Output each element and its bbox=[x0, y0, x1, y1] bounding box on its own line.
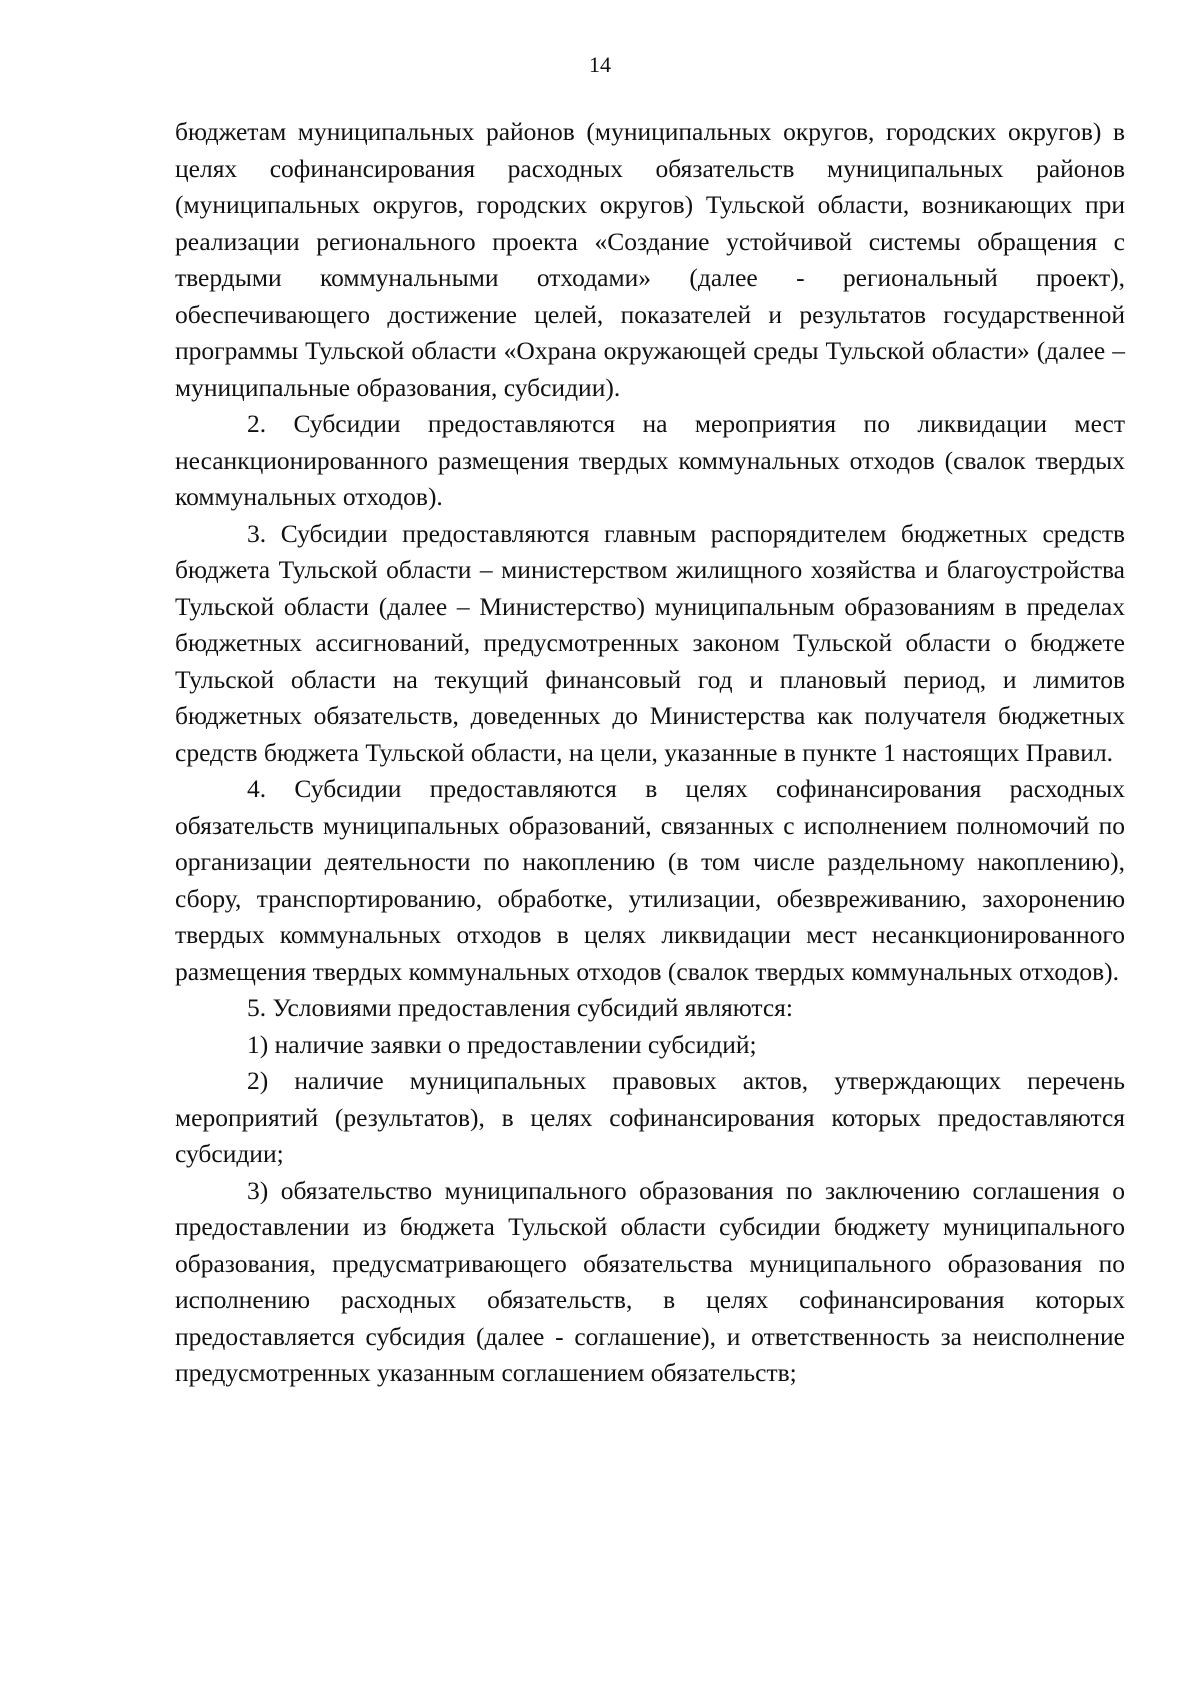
paragraph-item-2: 2. Субсидии предоставляются на мероприятия по ликвидации мест несанкционированного размещения твердых коммунальных отходов (свалок твердых коммунальных отходов). bbox=[175, 409, 1125, 511]
condition-item-1: 1) наличие заявки о предоставлении субсидий; bbox=[247, 1029, 757, 1059]
document-body bbox=[175, 114, 1125, 1392]
paragraph-item-3: 3. Субсидии предоставляются главным распорядителем бюджетных средств бюджета Тульской области – министерством жилищного хозяйства и благоустройства Тульской области (далее – Министерство) муниципальным образованиям в пределах бюджетных ассигнований, предусмотренных законом Тульской области о бюджете Тульской области на текущий финансовый год и плановый период, и лимитов бюджетных обязательств, доведенных до Министерства как получателя бюджетных средств бюджета Тульской области, на цели, указанные в пункте 1 настоящих Правил. bbox=[175, 518, 1125, 767]
page-number: 14 bbox=[589, 52, 611, 77]
condition-item-2: 2) наличие муниципальных правовых актов, утверждающих перечень мероприятий (результатов), в целях софинансирования которых предоставляются субсидии; bbox=[175, 1066, 1125, 1168]
paragraph-item-5: 5. Условиями предоставления субсидий являются: bbox=[247, 993, 793, 1022]
paragraph-item-4: 4. Субсидии предоставляются в целях софинансирования расходных обязательств муниципальных образований, связанных с исполнением полномочий по организации деятельности по накоплению (в том числе раздельному накоплению), сбору, транспортированию, обработке, утилизации, обезвреживанию, захоронению твердых коммунальных отходов в целях ликвидации мест несанкционированного размещения твердых коммунальных отходов (свалок твердых коммунальных отходов). bbox=[175, 774, 1125, 986]
paragraph-continuation: бюджетам муниципальных районов (муниципальных округов, городских округов) в целях софинансирования расходных обязательств муниципальных районов (муниципальных округов, городских округов) Тульской области, возникающих при реализации регионального проекта «Создание устойчивой системы обращения с твердыми коммунальными отходами» (далее - региональный проект), обеспечивающего достижение целей, показателей и результатов государственной программы Тульской области «Охрана окружающей среды Тульской области» (далее – муниципальные образования, субсидии). bbox=[175, 117, 1125, 402]
condition-item-3: 3) обязательство муниципального образования по заключению соглашения о предоставлении из бюджета Тульской области субсидии бюджету муниципального образования, предусматривающего обязательства муниципального образования по исполнению расходных обязательств, в целях софинансирования которых предоставляется субсидия (далее - соглашение), и ответственность за неисполнение предусмотренных указанным соглашением обязательств; bbox=[175, 1175, 1125, 1387]
